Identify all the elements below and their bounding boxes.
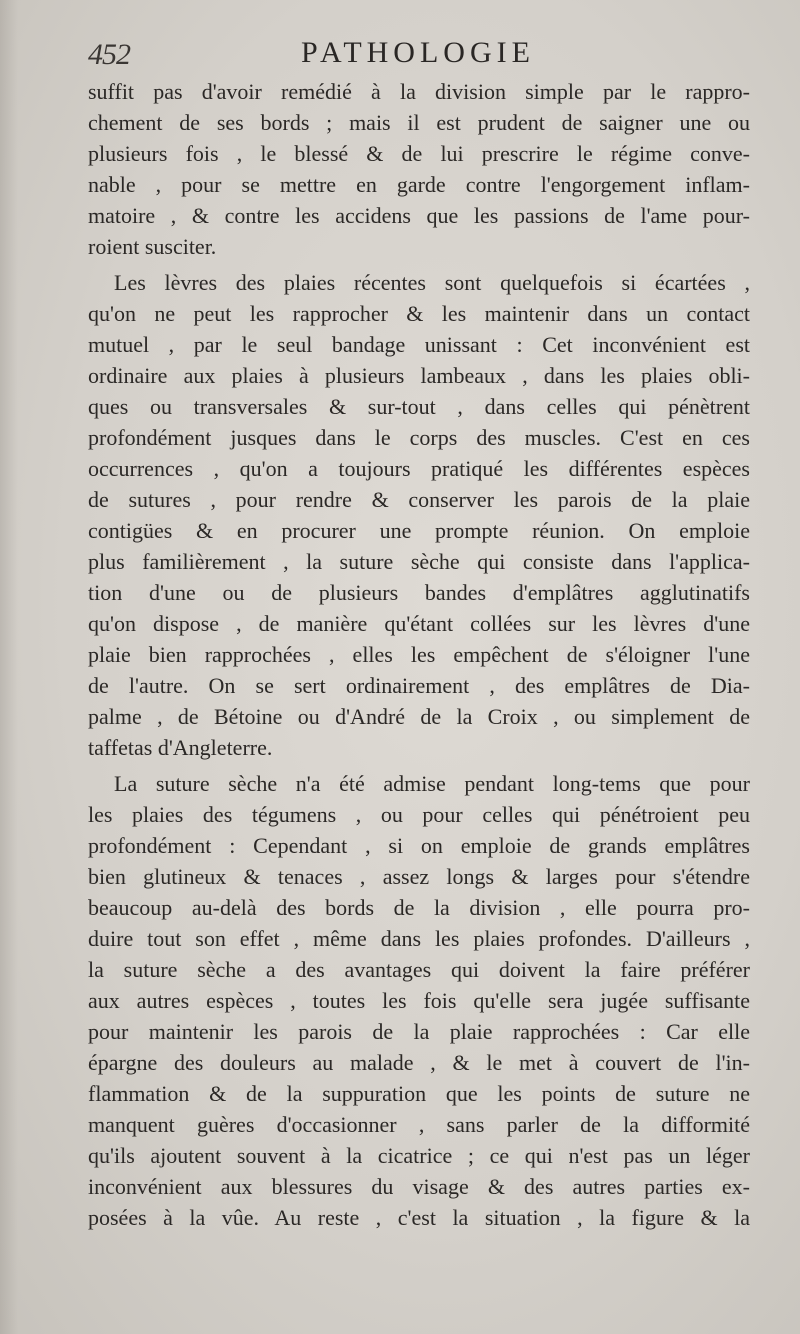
text-line: Les lèvres des plaies récentes sont quelquefois si écartées , (114, 270, 750, 295)
text-line: profondément : Cependant , si on emploie de grands emplâtres (88, 833, 750, 858)
text-line: pour maintenir les parois de la plaie rapprochées : Car elle (88, 1019, 750, 1044)
text-line: La suture sèche n'a été admise pendant long-tems que pour (114, 771, 750, 796)
text-line: bien glutineux & tenaces , assez longs & larges pour s'étendre (88, 864, 750, 889)
paragraph (88, 76, 750, 262)
text-line: épargne des douleurs au malade , & le met à couvert de l'in- (88, 1050, 750, 1075)
paragraph (88, 267, 750, 763)
text-line: roient susciter. (88, 234, 217, 259)
text-line: palme , de Bétoine ou d'André de la Croix , ou simplement de (88, 704, 750, 729)
text-line: ques ou transversales & sur-tout , dans celles qui pénètrent (88, 394, 750, 419)
running-title: PATHOLOGIE (301, 36, 535, 69)
text-line: flammation & de la suppuration que les points de suture ne (88, 1081, 750, 1106)
text-line: inconvénient aux blessures du visage & des autres parties ex- (88, 1174, 750, 1199)
text-line: ordinaire aux plaies à plusieurs lambeaux , dans les plaies obli- (88, 363, 750, 388)
text-line: les plaies des tégumens , ou pour celles qui pénétroient peu (88, 802, 750, 827)
text-line: suffit pas d'avoir remédié à la division simple par le rappro- (88, 79, 750, 104)
text-line: qu'ils ajoutent souvent à la cicatrice ; ce qui n'est pas un léger (88, 1143, 750, 1168)
text-line: manquent guères d'occasionner , sans parler de la difformité (88, 1112, 750, 1137)
text-line: de sutures , pour rendre & conserver les parois de la plaie (88, 487, 750, 512)
body-text (88, 76, 750, 1233)
text-line: de l'autre. On se sert ordinairement , des emplâtres de Dia- (88, 673, 750, 698)
text-line: qu'on ne peut les rapprocher & les maintenir dans un contact (88, 301, 750, 326)
page-number: 452 (88, 38, 130, 71)
text-line: la suture sèche a des avantages qui doivent la faire préférer (88, 957, 750, 982)
text-line: posées à la vûe. Au reste , c'est la situation , la figure & la (88, 1205, 750, 1230)
page-header (88, 30, 748, 74)
text-line: aux autres espèces , toutes les fois qu'elle sera jugée suffisante (88, 988, 750, 1013)
text-line: mutuel , par le seul bandage unissant : Cet inconvénient est (88, 332, 750, 357)
text-line: beaucoup au-delà des bords de la division , elle pourra pro- (88, 895, 750, 920)
text-line: chement de ses bords ; mais il est prudent de saigner une ou (88, 110, 750, 135)
text-line: contigües & en procurer une prompte réunion. On emploie (88, 518, 750, 543)
text-line: nable , pour se mettre en garde contre l'engorgement inflam- (88, 172, 750, 197)
text-line: tion d'une ou de plusieurs bandes d'emplâtres agglutinatifs (88, 580, 750, 605)
paragraph (88, 768, 750, 1233)
text-line: taffetas d'Angleterre. (88, 735, 273, 760)
text-line: plusieurs fois , le blessé & de lui prescrire le régime conve- (88, 141, 750, 166)
text-line: profondément jusques dans le corps des muscles. C'est en ces (88, 425, 750, 450)
text-line: plaie bien rapprochées , elles les empêchent de s'éloigner l'une (88, 642, 750, 667)
text-line: plus familièrement , la suture sèche qui consiste dans l'applica- (88, 549, 750, 574)
text-line: matoire , & contre les accidens que les passions de l'ame pour- (88, 203, 750, 228)
text-line: occurrences , qu'on a toujours pratiqué les différentes espèces (88, 456, 750, 481)
text-line: duire tout son effet , même dans les plaies profondes. D'ailleurs , (88, 926, 750, 951)
text-line: qu'on dispose , de manière qu'étant collées sur les lèvres d'une (88, 611, 750, 636)
